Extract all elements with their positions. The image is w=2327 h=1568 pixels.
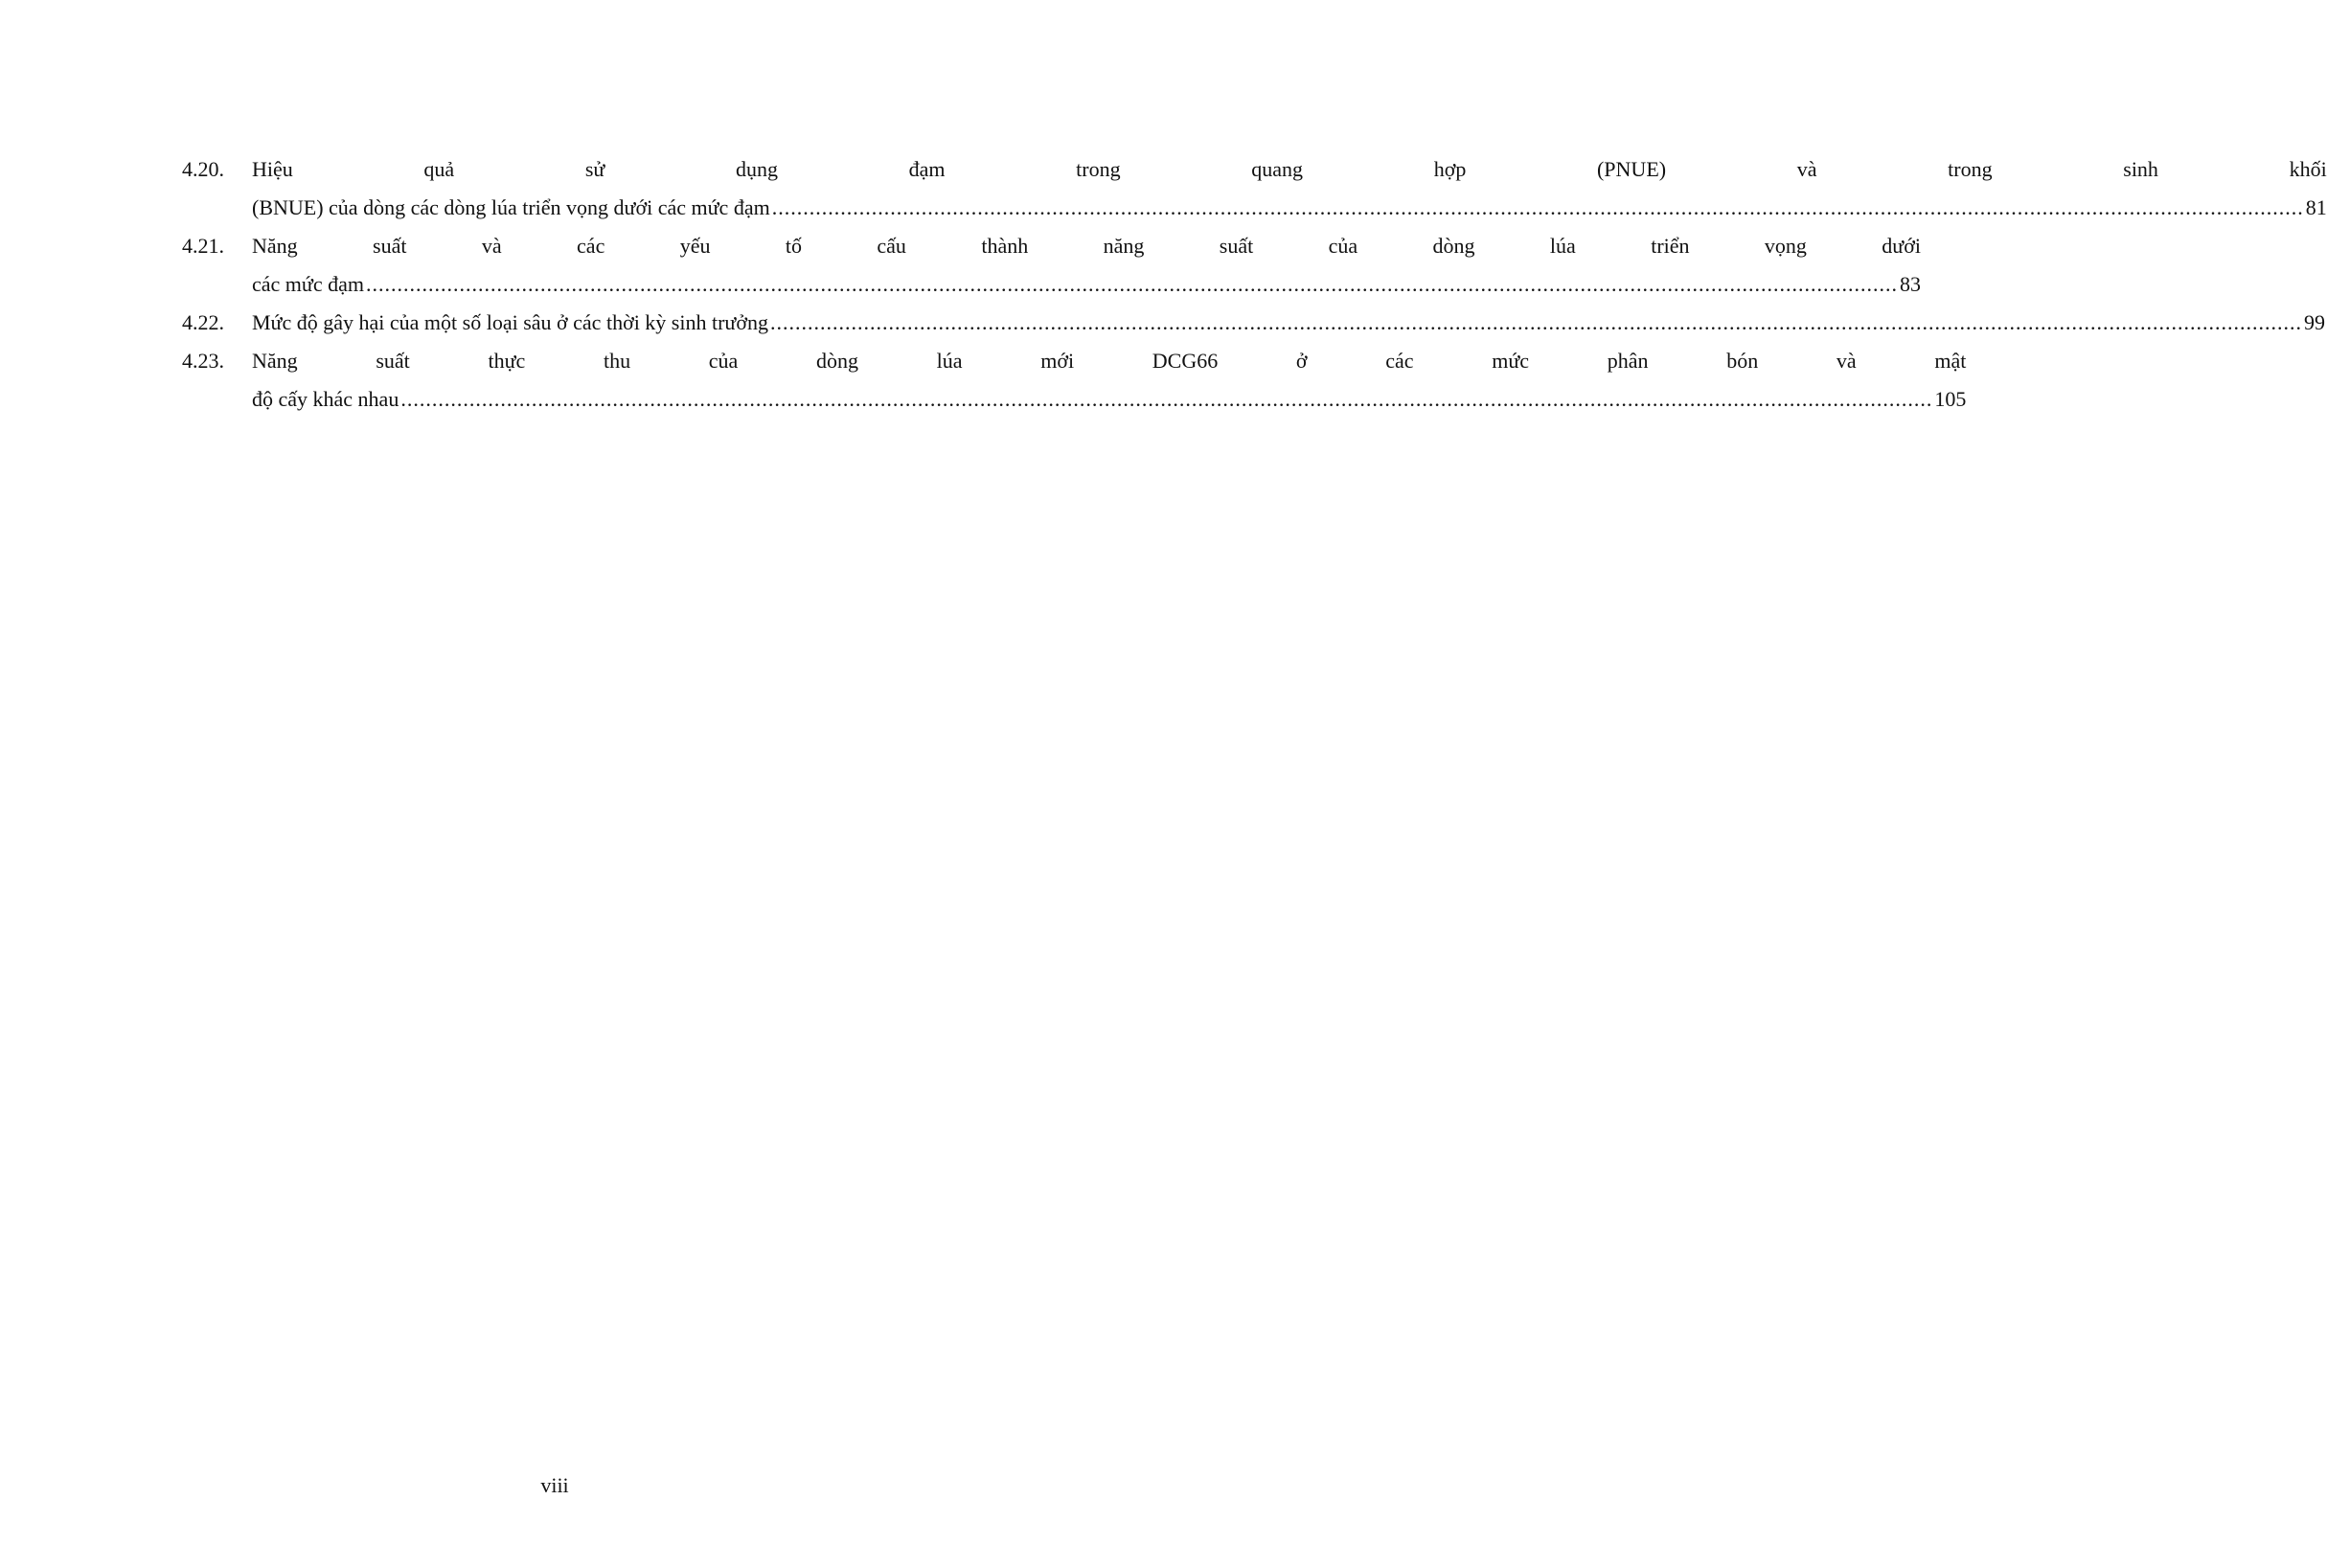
entry-body	[252, 150, 2327, 227]
entry-title-line2-row	[252, 189, 2327, 227]
entry-number: 4.22.	[182, 310, 224, 334]
entry-title-line2-row	[252, 265, 1921, 304]
entry-body	[252, 342, 1966, 419]
entry-page-number: 99	[2303, 310, 2325, 334]
toc-entry-4-20[interactable]	[182, 150, 2327, 227]
entry-title-line2: các mức đạm	[252, 272, 364, 296]
entry-body	[252, 227, 1921, 304]
entry-title-line2: Mức độ gây hại của một số loại sâu ở các thời kỳ sinh trưởng	[252, 310, 768, 334]
dot-leader	[400, 380, 1932, 419]
entry-body	[252, 304, 2325, 342]
entry-title-line1: Năng suất thực thu của dòng lúa mới DCG66 ở các mức phân bón và mật	[252, 349, 1967, 373]
entry-title-line2: độ cấy khác nhau	[252, 387, 399, 411]
dot-leader	[772, 189, 2304, 227]
entry-title-line2-row	[252, 304, 2325, 342]
entry-title-line2: (BNUE) của dòng các dòng lúa triển vọng dưới các mức đạm	[252, 195, 770, 219]
entry-number: 4.21.	[182, 234, 224, 258]
entry-page-number: 83	[1899, 272, 1921, 296]
entry-title-line1: Năng suất và các yếu tố cấu thành năng suất của dòng lúa triển vọng dưới	[252, 234, 1921, 258]
entry-number: 4.20.	[182, 157, 224, 181]
dot-leader	[770, 304, 2302, 342]
toc-entry-4-22[interactable]	[182, 304, 2325, 342]
entry-page-number: 105	[1934, 387, 1967, 411]
page-number-footer: viii	[540, 1473, 569, 1497]
entry-title-line1: Hiệu quả sử dụng đạm trong quang hợp (PNUE) và trong sinh khối	[252, 157, 2327, 181]
toc-entry-4-23[interactable]	[182, 342, 1967, 419]
entry-page-number: 81	[2305, 195, 2327, 219]
dot-leader	[366, 265, 1898, 304]
toc-entry-4-21[interactable]	[182, 227, 1921, 304]
entry-title-line2-row	[252, 380, 1966, 419]
entry-number: 4.23.	[182, 349, 224, 373]
table-of-tables	[182, 150, 2327, 419]
